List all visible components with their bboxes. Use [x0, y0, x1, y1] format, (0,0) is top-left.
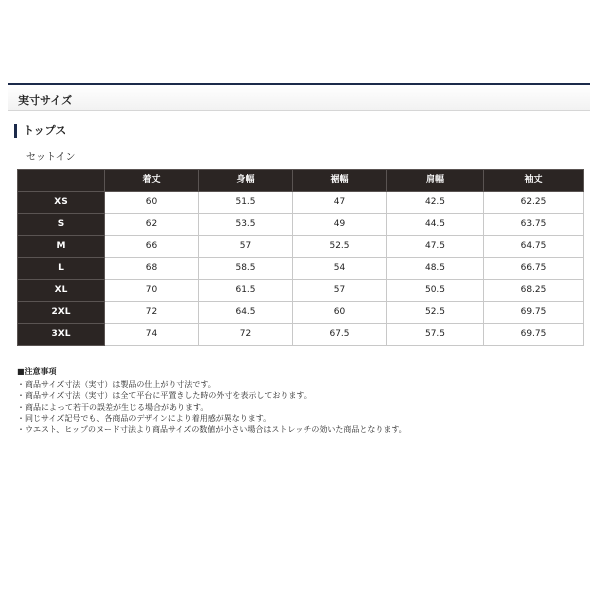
table-row [18, 324, 584, 346]
section-header [8, 83, 590, 111]
size-label: S [18, 214, 105, 236]
table-cell: 61.5 [199, 280, 293, 302]
table-cell: 72 [105, 302, 199, 324]
table-cell: 69.75 [484, 302, 584, 324]
table-row [18, 302, 584, 324]
notes-title: ■注意事項 [17, 367, 57, 376]
table-cell: 64.75 [484, 236, 584, 258]
table-cell: 64.5 [199, 302, 293, 324]
table-cell: 57.5 [387, 324, 484, 346]
table-cell: 69.75 [484, 324, 584, 346]
note-item: ・商品サイズ寸法（実寸）は全て平台に平置きした時の外寸を表示しております。 [17, 391, 312, 401]
size-label: M [18, 236, 105, 258]
table-row [18, 236, 584, 258]
notes-list [17, 379, 587, 435]
category-title: トップス [14, 124, 66, 138]
table-cell: 42.5 [387, 192, 484, 214]
table-cell: 52.5 [387, 302, 484, 324]
table-cell: 57 [199, 236, 293, 258]
table-cell: 53.5 [199, 214, 293, 236]
table-cell: 47.5 [387, 236, 484, 258]
table-cell: 60 [293, 302, 387, 324]
header-body-width: 身幅 [199, 170, 293, 192]
table-header-row [18, 170, 584, 192]
table-cell: 47 [293, 192, 387, 214]
size-label: 2XL [18, 302, 105, 324]
header-corner [18, 170, 105, 192]
table-row [18, 192, 584, 214]
table-cell: 49 [293, 214, 387, 236]
table-cell: 66 [105, 236, 199, 258]
size-label: 3XL [18, 324, 105, 346]
table-cell: 62 [105, 214, 199, 236]
table-cell: 63.75 [484, 214, 584, 236]
table-cell: 48.5 [387, 258, 484, 280]
table-cell: 62.25 [484, 192, 584, 214]
size-table [17, 169, 584, 346]
table-cell: 57 [293, 280, 387, 302]
table-row [18, 258, 584, 280]
table-cell: 52.5 [293, 236, 387, 258]
table-cell: 60 [105, 192, 199, 214]
table-row [18, 280, 584, 302]
table-row [18, 214, 584, 236]
table-cell: 72 [199, 324, 293, 346]
header-shoulder-width: 肩幅 [387, 170, 484, 192]
table-cell: 67.5 [293, 324, 387, 346]
fit-label: セットイン [26, 152, 76, 163]
table-cell: 68 [105, 258, 199, 280]
table-cell: 54 [293, 258, 387, 280]
table-cell: 50.5 [387, 280, 484, 302]
table-cell: 44.5 [387, 214, 484, 236]
table-cell: 74 [105, 324, 199, 346]
notes [17, 366, 587, 435]
header-length: 着丈 [105, 170, 199, 192]
note-item: ・同じサイズ記号でも、各商品のデザインにより着用感が異なります。 [17, 413, 272, 423]
section-title: 実寸サイズ [18, 94, 73, 107]
table-cell: 51.5 [199, 192, 293, 214]
note-item: ・ウエスト、ヒップのヌード寸法より商品サイズの数値が小さい場合はストレッチの効いた商品となります。 [17, 425, 407, 435]
table-cell: 66.75 [484, 258, 584, 280]
table-cell: 68.25 [484, 280, 584, 302]
size-label: XS [18, 192, 105, 214]
table-cell: 70 [105, 280, 199, 302]
table-cell: 58.5 [199, 258, 293, 280]
note-item: ・商品によって若干の誤差が生じる場合があります。 [17, 402, 209, 412]
header-sleeve-length: 袖丈 [484, 170, 584, 192]
size-label: XL [18, 280, 105, 302]
note-item: ・商品サイズ寸法（実寸）は製品の仕上がり寸法です。 [17, 380, 216, 390]
size-label: L [18, 258, 105, 280]
header-hem-width: 裾幅 [293, 170, 387, 192]
